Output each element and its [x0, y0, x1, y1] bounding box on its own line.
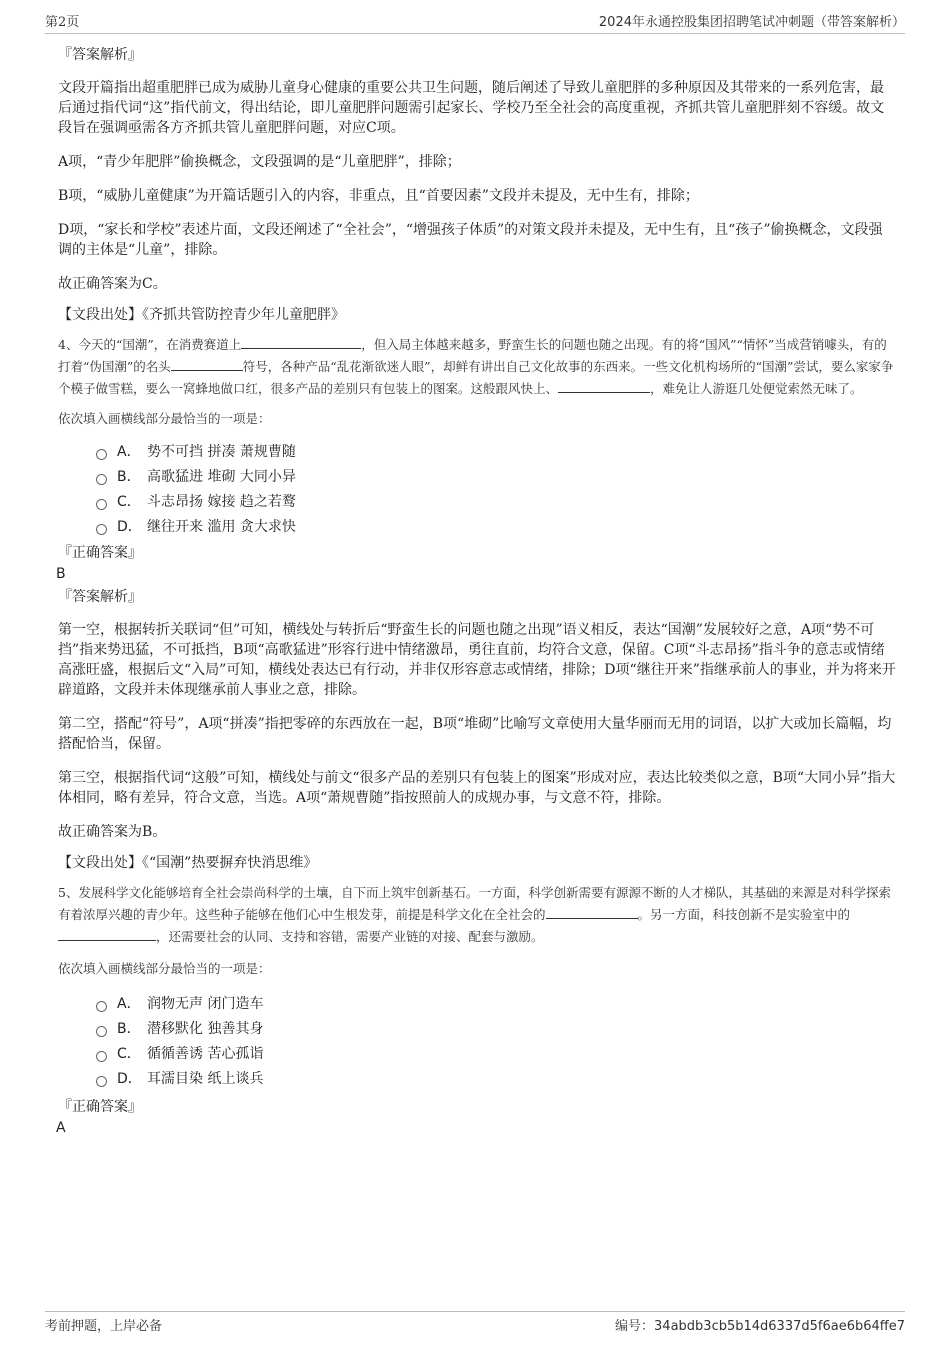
document-title: 2024年永通控股集团招聘笔试冲刺题（带答案解析）	[598, 15, 905, 30]
analysis-title: 『答案解析』	[58, 589, 142, 605]
correct-answer: B	[56, 566, 66, 582]
fill-blank	[241, 334, 361, 349]
option-c[interactable]: C． 斗志昂扬 嫁接 趋之若鹜	[96, 490, 896, 515]
analysis-paragraph: 第三空，根据指代词“这般”可知，横线处与前文“很多产品的差别只有包装上的图案”形成对应，表达比较类似之意，B项“大同小异”指大体相同，略有差异，符合文意，当选。A项“萧规曹随”指按照前人的成规办事，与文意不符，排除。	[58, 770, 896, 806]
document-id: 编号：34abdb3cb5b14d6337d5f6ae6b64ffe7	[615, 1319, 905, 1334]
analysis-paragraph: D项，“家长和学校”表述片面，文段还阐述了“全社会”，“增强孩子体质”的对策文段并未提及，无中生有，且“孩子”偷换概念，文段强调的主体是“儿童”，排除。	[58, 222, 883, 258]
page-number: 第2页	[45, 15, 80, 30]
radio-icon[interactable]	[96, 524, 107, 535]
question-prompt: 依次填入画横线部分最恰当的一项是：	[58, 411, 271, 426]
answer-conclusion: 故正确答案为C。	[58, 276, 167, 292]
radio-icon[interactable]	[96, 1051, 107, 1062]
option-list	[58, 992, 896, 1092]
radio-icon[interactable]	[96, 449, 107, 460]
page-header	[45, 10, 905, 34]
page-content	[58, 44, 896, 1138]
option-a[interactable]: A． 润物无声 闭门造车	[96, 992, 896, 1017]
question-prompt: 依次填入画横线部分最恰当的一项是：	[58, 961, 271, 976]
analysis-paragraph: A项，“青少年肥胖”偷换概念，文段强调的是“儿童肥胖”，排除；	[58, 154, 461, 170]
analysis-paragraph: 文段开篇指出超重肥胖已成为威胁儿童身心健康的重要公共卫生问题，随后阐述了导致儿童肥胖的多种原因及其带来的一系列危害，最后通过指代词“这”指代前文，得出结论，即儿童肥胖问题需引起家长、学校乃至全社会的高度重视，齐抓共管儿童肥胖刻不容缓。故文段旨在强调亟需各方齐抓共管儿童肥胖问题，对应C项。	[58, 80, 885, 136]
correct-answer: A	[56, 1120, 66, 1136]
fill-blank	[58, 926, 156, 941]
radio-icon[interactable]	[96, 499, 107, 510]
radio-icon[interactable]	[96, 474, 107, 485]
option-c[interactable]: C． 循循善诱 苦心孤诣	[96, 1042, 896, 1067]
radio-icon[interactable]	[96, 1076, 107, 1087]
correct-answer-title: 『正确答案』	[58, 1099, 142, 1115]
option-b[interactable]: B． 高歌猛进 堆砌 大同小异	[96, 465, 896, 490]
radio-icon[interactable]	[96, 1001, 107, 1012]
analysis-paragraph: B项，“威胁儿童健康”为开篇话题引入的内容，非重点，且“首要因素”文段并未提及，无中生有，排除；	[58, 188, 699, 204]
analysis-title: 『答案解析』	[58, 47, 142, 63]
passage-source: 【文段出处】《齐抓共管防控青少年儿童肥胖》	[58, 307, 345, 323]
option-b[interactable]: B． 潜移默化 独善其身	[96, 1017, 896, 1042]
correct-answer-title: 『正确答案』	[58, 545, 142, 561]
fill-blank	[171, 356, 243, 371]
option-a[interactable]: A． 势不可挡 拼凑 萧规曹随	[96, 440, 896, 465]
fill-blank	[546, 904, 638, 919]
option-d[interactable]: D． 耳濡目染 纸上谈兵	[96, 1067, 896, 1092]
question-stem: 4、今天的“国潮”，在消费赛道上 ，但入局主体越来越多，野蛮生长的问题也随之出现。有的将“国风”“情怀”当成营销噱头，有的打着“伪国潮”的名头 符号，各种产品“乱花渐欲迷人眼”，却鲜有讲出自己文化故事的东西来。一些文化机构场所的“国潮”尝试，要么家家争个模子做雪糕，要么一窝蜂地做口红，很多产品的差别只有包装上的图案。这般跟风快上、 ，难免让人游逛几处便觉索然无味了。	[58, 334, 896, 400]
passage-source: 【文段出处】《“国潮”热要摒弃快消思维》	[58, 855, 318, 871]
analysis-paragraph: 第二空，搭配“符号”，A项“拼凑”指把零碎的东西放在一起，B项“堆砌”比喻写文章使用大量华丽而无用的词语，以扩大或加长篇幅，均搭配恰当，保留。	[58, 716, 892, 752]
question-stem: 5、发展科学文化能够培育全社会崇尚科学的土壤，自下而上筑牢创新基石。一方面，科学创新需要有源源不断的人才梯队，其基础的来源是对科学探索有着浓厚兴趣的青少年。这些种子能够在他们心中生根发芽，前提是科学文化在全社会的 。另一方面，科技创新不是实验室中的，还需要社会的认同、支持和容错，需要产业链的对接、配套与激励。	[58, 885, 891, 944]
fill-blank	[558, 378, 650, 393]
footer-slogan: 考前押题，上岸必备	[45, 1319, 163, 1334]
option-d[interactable]: D． 继往开来 滥用 贪大求快	[96, 515, 896, 540]
analysis-paragraph: 第一空，根据转折关联词“但”可知，横线处与转折后“野蛮生长的问题也随之出现”语义相反，表达“国潮”发展较好之意，A项“势不可挡”指来势迅猛，不可抵挡，B项“高歌猛进”形容行进中情绪激昂，勇往直前，均符合文意，保留。C项“斗志昂扬”指斗争的意志或情绪高涨旺盛，根据后文“入局”可知，横线处表达已有行动，并非仅形容意志或情绪，排除；D项“继往开来”指继承前人的事业，并为将来开辟道路，文段并未体现继承前人事业之意，排除。	[58, 622, 896, 698]
page-footer	[45, 1311, 905, 1334]
radio-icon[interactable]	[96, 1026, 107, 1037]
answer-conclusion: 故正确答案为B。	[58, 824, 167, 840]
option-list	[58, 440, 896, 540]
